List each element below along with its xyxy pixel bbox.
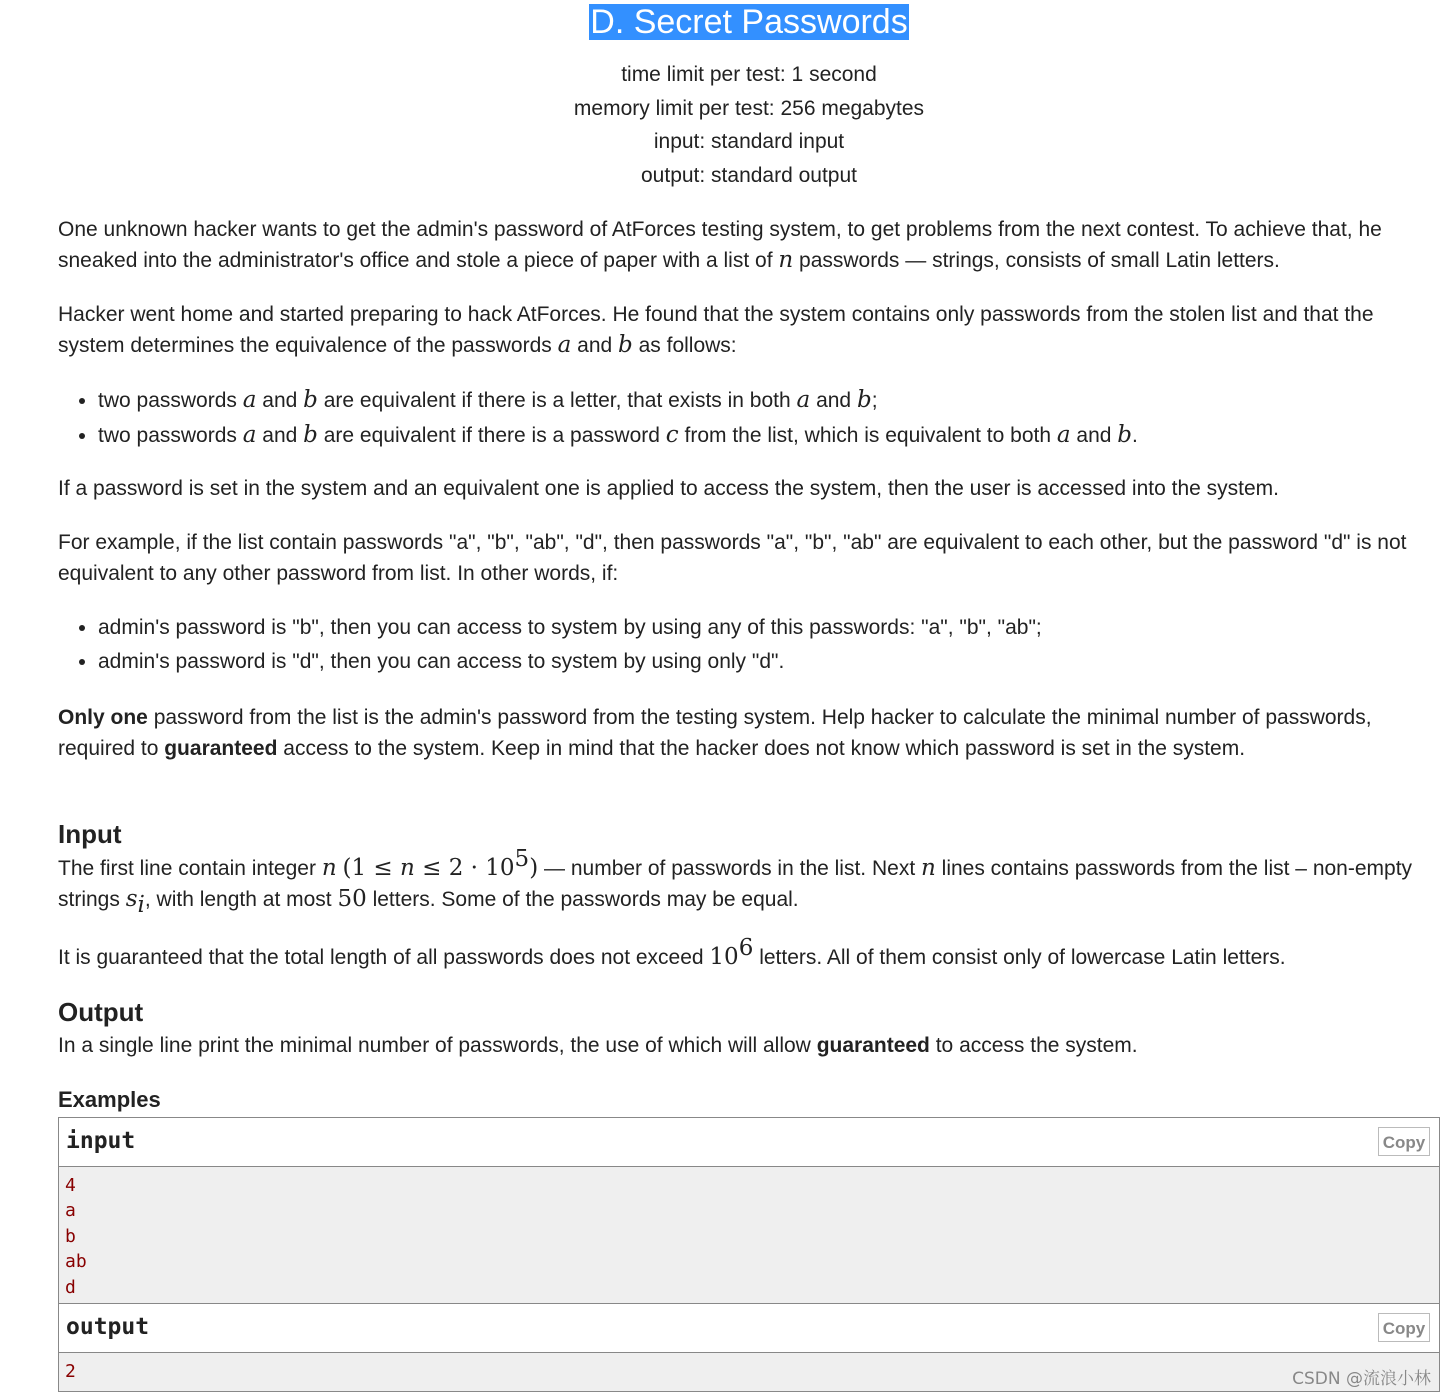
sample-output-content <box>59 1353 1439 1391</box>
list-item: • admin's password is "d", then you can access to system by using only "d". <box>98 645 1042 679</box>
input-spec-2: It is guaranteed that the total length of all passwords does not exceed $10^6$ letters. All of them consist only of lowercase Latin letters. <box>58 935 1286 970</box>
equivalence-rules-list <box>76 383 1138 453</box>
sample-line: ab <box>65 1251 87 1273</box>
sample-line: 2 <box>65 1361 76 1382</box>
time-limit: time limit per test: 1 second <box>621 63 877 86</box>
sample-output-header <box>59 1304 1439 1353</box>
example-list <box>76 611 1042 679</box>
title-wrap <box>0 4 1445 40</box>
sample-line: 4 <box>65 1175 76 1196</box>
examples-heading: Examples <box>58 1087 161 1112</box>
output-spec: In a single line print the minimal number of passwords, the use of which will allow guaranteed to access the system. <box>58 1034 1138 1057</box>
sample-line: d <box>65 1276 76 1298</box>
list-item: • admin's password is "b", then you can access to system by using any of this passwords: "a", "b", "ab"; <box>98 611 1042 645</box>
watermark: CSDN @流浪小林 <box>1292 1369 1431 1389</box>
sample-input-box <box>58 1117 1440 1305</box>
list-item: • two passwords a and b are equivalent if there is a letter, that exists in both a and b; <box>98 383 1138 418</box>
list-item: • two passwords a and b are equivalent if there is a password c from the list, which is equivalent to both a and b. <box>98 418 1138 453</box>
sample-input-header <box>59 1118 1439 1167</box>
statement-paragraph-2: Hacker went home and started preparing to hack AtForces. He found that the system contains only passwords from the stolen list and that the system determines the equivalence of the passwords a and b as follows: <box>58 303 1374 358</box>
input-heading: Input <box>58 819 122 849</box>
sample-input-content <box>59 1167 1439 1304</box>
sample-line: a <box>65 1200 76 1222</box>
output-file: output: standard output <box>641 164 857 188</box>
sample-output-box <box>58 1303 1440 1392</box>
statement-paragraph-5: Only one password from the list is the admin's password from the testing system. Help hacker to calculate the minimal number of passwords, required to guaranteed access to the system. Keep in mind that the hacker does not know which password is set in the system. <box>58 706 1372 760</box>
output-heading: Output <box>58 997 144 1027</box>
input-file: input: standard input <box>653 130 845 154</box>
input-spec-1: The first line contain integer n $(1 \le n \le 2 \cdot 10^5)$ — number of passwords in the list. Next n lines contains passwords from the list – non-empty strings $s_i$, with length at most 50 letters. Some of the passwords may be equal. <box>58 846 1413 918</box>
problem-title: D. Secret Passwords <box>590 3 908 41</box>
memory-limit: memory limit per test: 256 megabytes <box>573 96 925 120</box>
problem-limits <box>0 58 1445 193</box>
sample-output-label: output <box>66 1314 150 1340</box>
copy-output-button[interactable]: Copy <box>1378 1313 1430 1342</box>
statement-paragraph-1: One unknown hacker wants to get the admin's password of AtForces testing system, to get problems from the next contest. To achieve that, he sneaked into the administrator's office and stole a piece of paper with a list of n passwords — strings, consists of small Latin letters. <box>58 218 1382 273</box>
statement-paragraph-4: For example, if the list contain passwords "a", "b", "ab", "d", then passwords "a", "b", "ab" are equivalent to each other, but the password "d" is not equivalent to any other password from list. In other words, if: <box>58 531 1407 585</box>
copy-input-button[interactable]: Copy <box>1378 1127 1430 1156</box>
sample-line: b <box>65 1225 76 1247</box>
sample-input-label: input <box>66 1128 136 1154</box>
statement-paragraph-3: If a password is set in the system and an equivalent one is applied to access the system, then the user is accessed into the system. <box>58 477 1279 500</box>
